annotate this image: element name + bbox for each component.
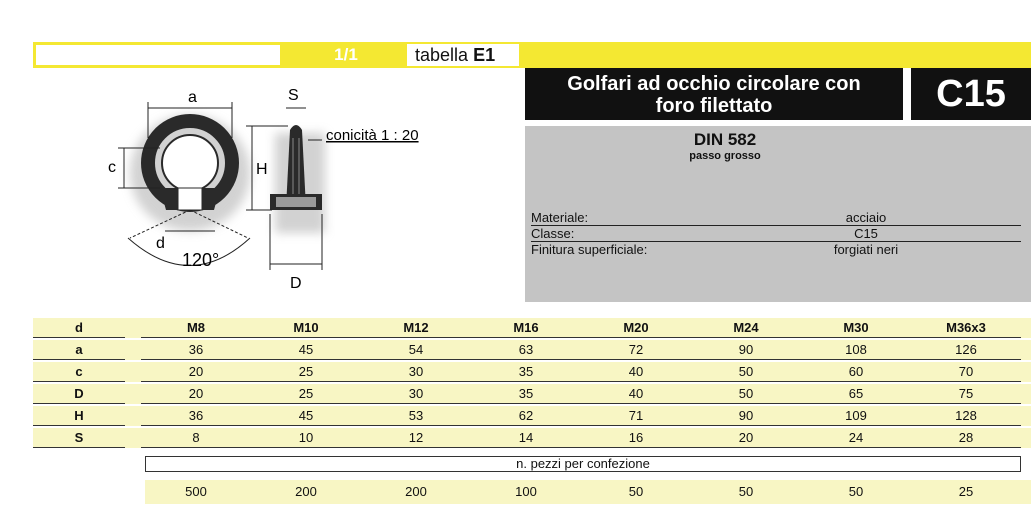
table-cell: 62: [471, 406, 581, 426]
table-cell: 35: [471, 384, 581, 404]
packaging-cell: 200: [295, 484, 317, 499]
table-cell: 71: [581, 406, 691, 426]
spec-standard: DIN 582: [693, 130, 757, 149]
spec-row-class: [531, 226, 1021, 242]
table-header-row: [33, 318, 1031, 338]
table-cell: 40: [581, 362, 691, 382]
table-cell: M8: [141, 318, 251, 338]
table-cell: 72: [581, 340, 691, 360]
spec-row-material: [531, 210, 1021, 226]
table-cell: 20: [141, 362, 251, 382]
table-cell: M30: [801, 318, 911, 338]
spec-panel: [525, 126, 1031, 302]
table-cell: 36: [141, 406, 251, 426]
row-rule: [33, 359, 125, 360]
packaging-label: n. pezzi per confezione: [145, 456, 1021, 472]
table-cell: 20: [691, 428, 801, 448]
table-cell: 35: [471, 362, 581, 382]
row-rule: [33, 447, 125, 448]
table-cell: 36: [141, 340, 251, 360]
spec-value: C15: [854, 226, 878, 241]
dim-s-label: S: [288, 87, 299, 104]
row-label: d: [75, 320, 83, 335]
dim-d-label: d: [156, 235, 165, 252]
table-cell: 24: [801, 428, 911, 448]
table-cell: 16: [581, 428, 691, 448]
table-cell: 60: [801, 362, 911, 382]
row-rule: [33, 337, 125, 338]
table-cell: 54: [361, 340, 471, 360]
table-cell: M24: [691, 318, 801, 338]
table-cell: M10: [251, 318, 361, 338]
table-cell: 90: [691, 406, 801, 426]
spec-key: Finitura superficiale:: [531, 242, 648, 257]
spec-value: forgiati neri: [833, 242, 899, 257]
spec-key: Materiale:: [531, 210, 589, 225]
table-cell: M20: [581, 318, 691, 338]
spec-row-finish: [531, 242, 1021, 258]
table-tab-code: E1: [473, 45, 496, 65]
taper-label: conicità 1 : 20: [326, 127, 419, 144]
dim-a-label: a: [188, 89, 197, 106]
packaging-cell: 100: [515, 484, 537, 499]
table-cell: 10: [251, 428, 361, 448]
table-cell: 50: [691, 384, 801, 404]
packaging-cell: 200: [405, 484, 427, 499]
table-cell: 45: [251, 406, 361, 426]
table-cell: 20: [141, 384, 251, 404]
table-row: [33, 384, 1031, 404]
packaging-cell: 25: [958, 484, 974, 499]
dim-d-side-label: D: [290, 275, 302, 292]
spec-pitch: passo grosso: [689, 150, 761, 162]
table-cell: M36x3: [911, 318, 1021, 338]
table-cell: 45: [251, 340, 361, 360]
page-indicator: 1/1: [334, 45, 358, 64]
row-rule: [33, 425, 125, 426]
table-cell: 53: [361, 406, 471, 426]
table-row: [33, 362, 1031, 382]
table-cell: 65: [801, 384, 911, 404]
table-cell: 40: [581, 384, 691, 404]
table-cell: 70: [911, 362, 1021, 382]
table-cell: 12: [361, 428, 471, 448]
table-tab-prefix: tabella: [415, 45, 469, 65]
dim-h-label: H: [256, 161, 268, 178]
table-cell: 25: [251, 362, 361, 382]
table-row: [33, 428, 1031, 448]
table-cell: M12: [361, 318, 471, 338]
spec-key: Classe:: [531, 226, 575, 241]
row-label: D: [74, 386, 84, 401]
row-label: H: [74, 408, 84, 423]
packaging-row: [145, 480, 1031, 504]
eyebolt-drawing: [90, 78, 470, 298]
table-tab: [407, 44, 519, 66]
product-title: [525, 68, 903, 120]
table-cell: 50: [691, 362, 801, 382]
table-cell: 25: [251, 384, 361, 404]
table-cell: 14: [471, 428, 581, 448]
row-rule: [33, 403, 125, 404]
dim-c-label: c: [108, 159, 116, 176]
angle-label: 120°: [182, 250, 220, 270]
row-label: c: [75, 364, 83, 379]
table-cell: 128: [911, 406, 1021, 426]
table-cell: 90: [691, 340, 801, 360]
product-title-line1: Golfari ad occhio circolare con: [567, 73, 861, 95]
row-rule: [33, 381, 125, 382]
packaging-cell: 50: [848, 484, 864, 499]
table-cell: 126: [911, 340, 1021, 360]
packaging-cell: 500: [185, 484, 207, 499]
table-cell: 28: [911, 428, 1021, 448]
table-cell: M16: [471, 318, 581, 338]
product-code: C15: [911, 68, 1031, 120]
table-cell: 109: [801, 406, 911, 426]
table-cell: 30: [361, 362, 471, 382]
header-blank-field: [36, 45, 280, 65]
table-cell: 8: [141, 428, 251, 448]
table-cell: 75: [911, 384, 1021, 404]
table-row: [33, 406, 1031, 426]
table-cell: 108: [801, 340, 911, 360]
spec-value: acciaio: [845, 210, 887, 225]
table-cell: 63: [471, 340, 581, 360]
row-label: a: [75, 342, 83, 357]
product-title-line2: foro filettato: [655, 95, 773, 117]
row-label: S: [74, 430, 84, 445]
packaging-cell: 50: [738, 484, 754, 499]
table-row: [33, 340, 1031, 360]
packaging-cell: 50: [628, 484, 644, 499]
table-cell: 30: [361, 384, 471, 404]
